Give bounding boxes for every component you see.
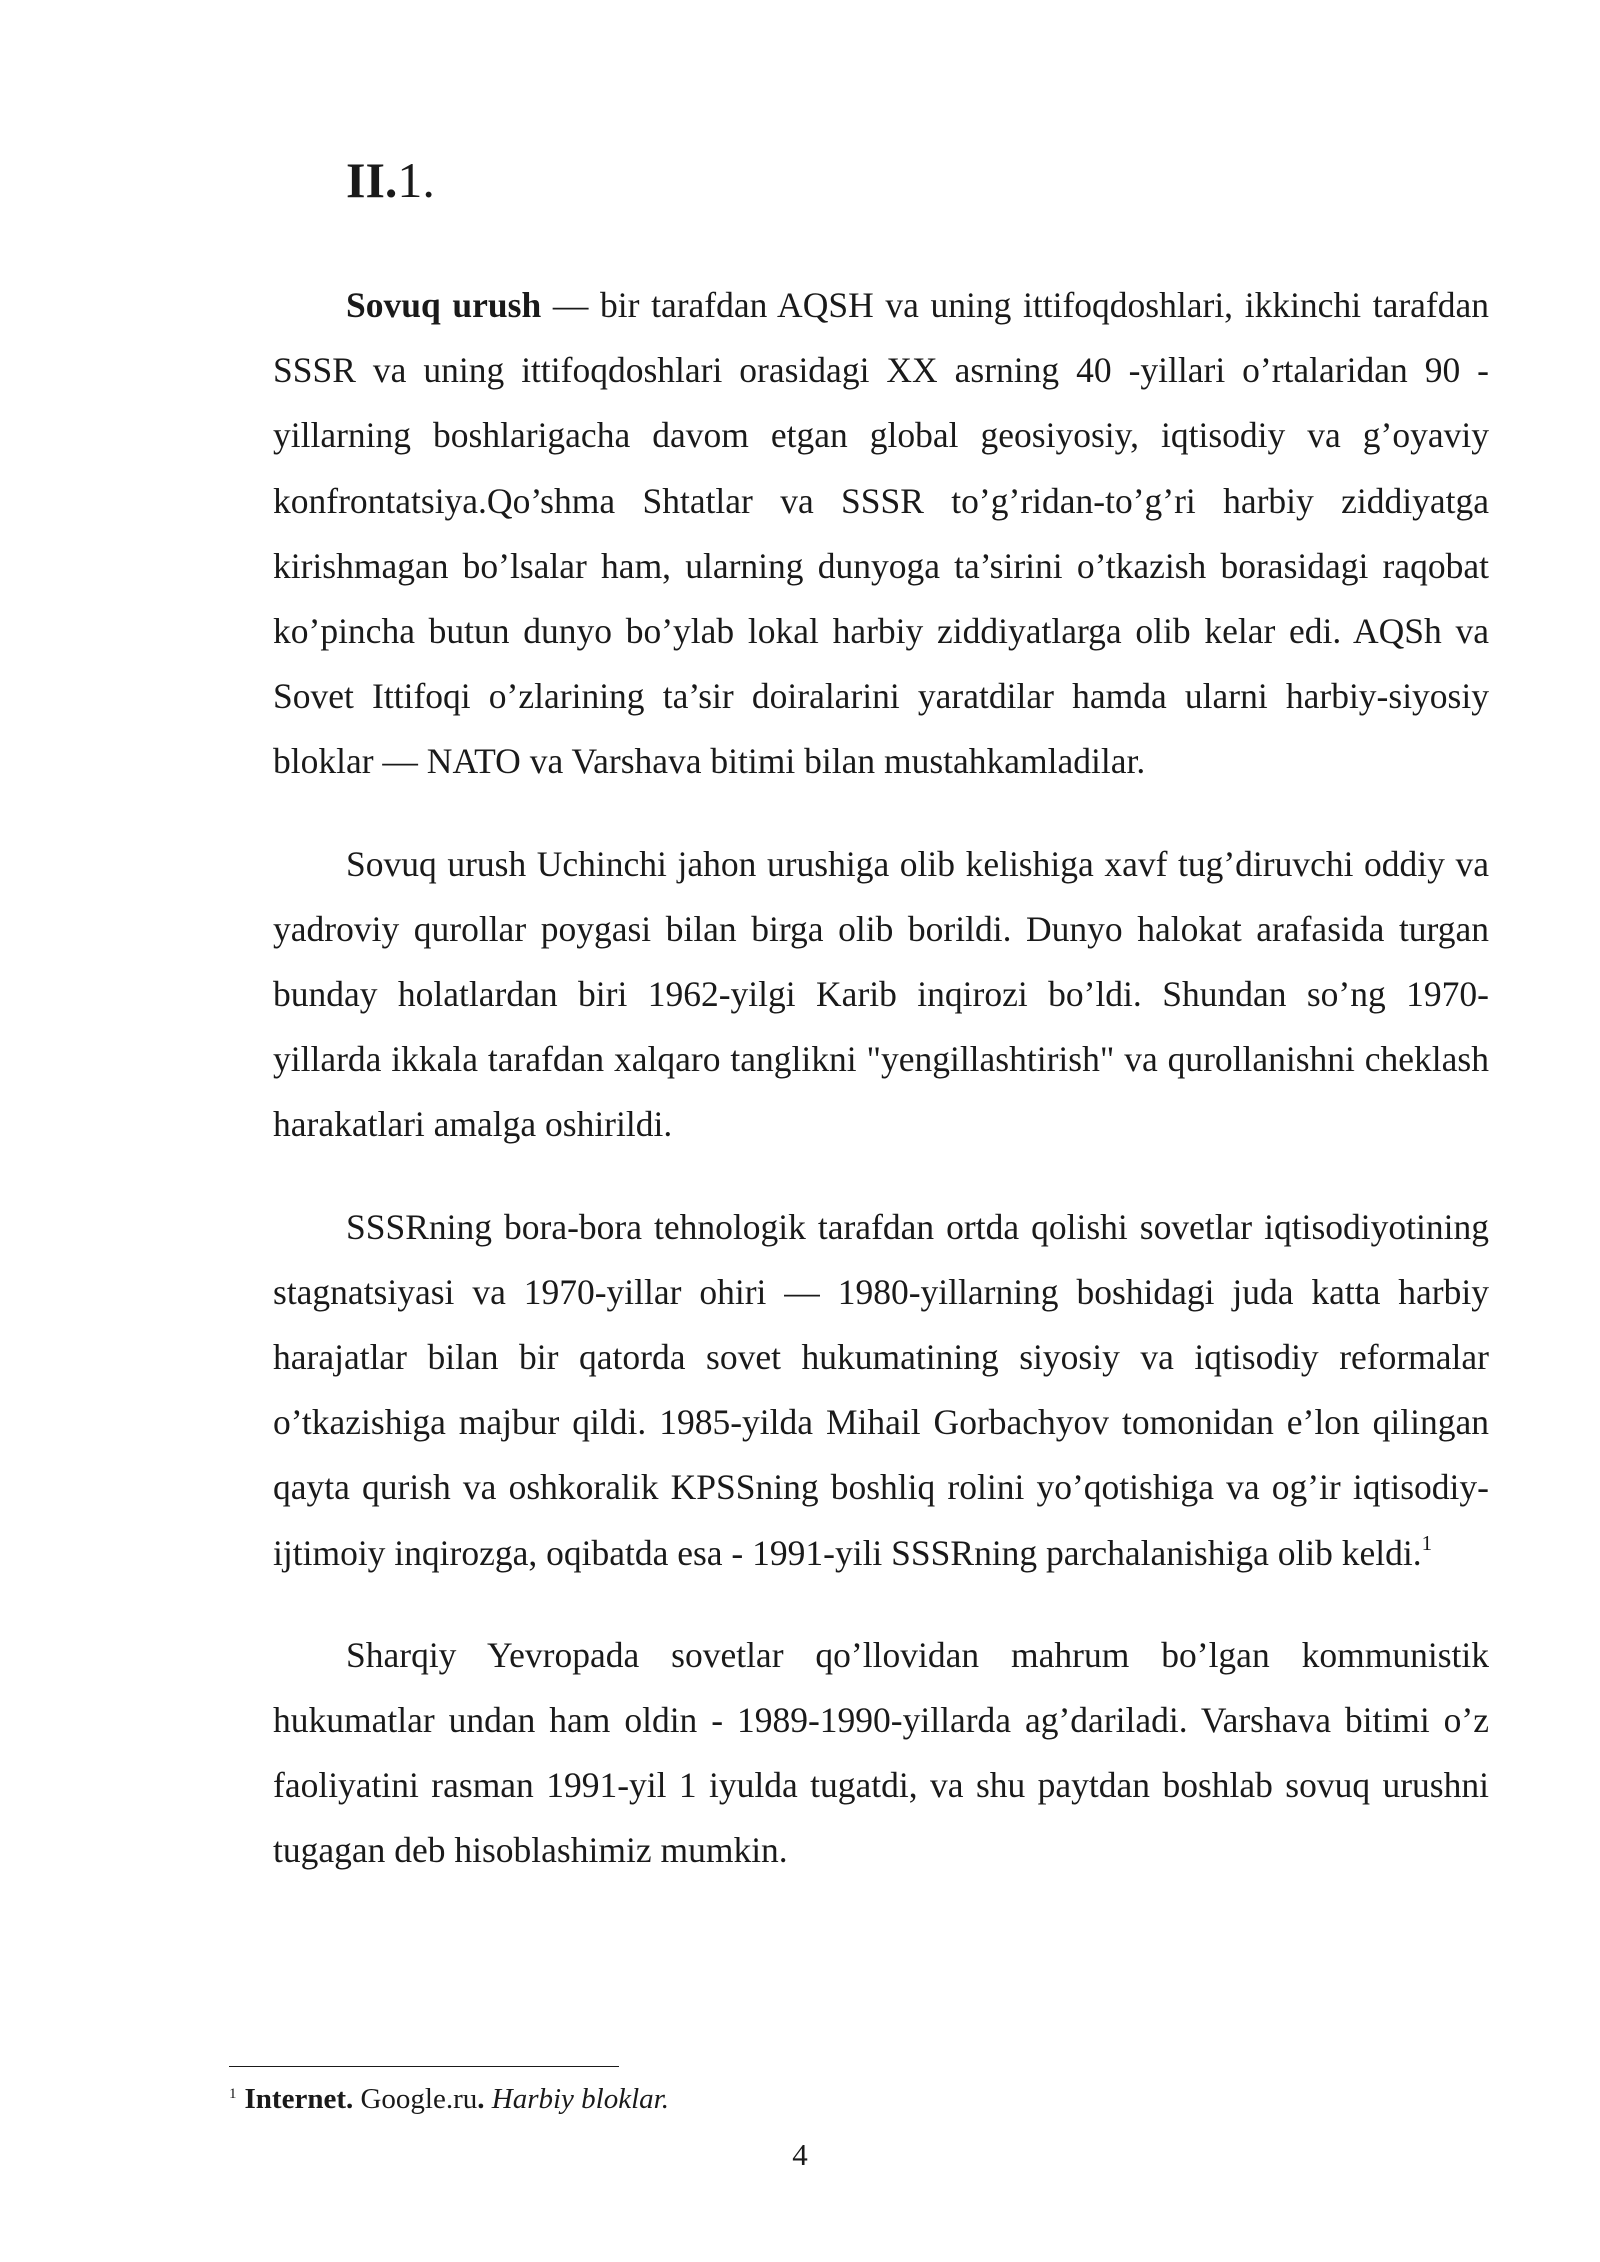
- page-number: 4: [792, 2137, 808, 2172]
- footnote-label: Internet.: [244, 2083, 354, 2115]
- paragraph-1-text: — bir tarafdan AQSH va uning ittifoqdoshlari, ikkinchi tarafdan SSSR va uning ittifoqdoshlari orasidagi XX asrning 40 -yillari o’rtalaridan 90 -yillarning boshlarigacha davom etgan global geosiyosiy, iqtisodiy va g’oyaviy konfrontatsiya.Qo’shma Shtatlar va SSSR to’g’ridan-to’g’ri harbiy ziddiyatga kirishmagan bo’lsalar ham, ularning dunyoga ta’sirini o’tkazish borasidagi raqobat ko’pincha butun dunyo bo’ylab lokal harbiy ziddiyatlarga olib kelar edi. AQSh va Sovet Ittifoqi o’zlarining ta’sir doiralarini yaratdilar hamda ularni harbiy-siyosiy bloklar — NATO va Varshava bitimi bilan mustahkamladilar.: [273, 285, 1489, 782]
- paragraph-4-text: Sharqiy Yevropada sovetlar qo’llovidan mahrum bo’lgan kommunistik hukumatlar undan ham oldin - 1989-1990-yillarda ag’dariladi. Varshava bitimi o’z faoliyatini rasman 1991-yil 1 iyulda tugatdi, va shu paytdan boshlab sovuq urushni tugagan deb hisoblashimiz mumkin.: [273, 1634, 1489, 1871]
- paragraph-4: [273, 1623, 1489, 1884]
- paragraph-3-text: SSSRning bora-bora tehnologik tarafdan ortda qolishi sovetlar iqtisodiyotining stagnatsiyasi va 1970-yillar ohiri — 1980-yillarning boshidagi juda katta harbiy harajatlar bilan bir qatorda sovet hukumatining siyosiy va iqtisodiy reformalar o’tkazishiga majbur qildi. 1985-yilda Mihail Gorbachyov tomonidan e’lon qilingan qayta qurish va oshkoralik KPSSning boshliq rolini yo’qotishiga va og’ir iqtisodiy-ijtimoiy inqirozga, oqibatda esa - 1991-yili SSSRning parchalanishiga olib keldi.: [273, 1206, 1489, 1573]
- section-heading-number: 1.: [397, 152, 435, 208]
- section-heading-bold: II.: [346, 152, 398, 208]
- footnote-separator: [229, 2066, 619, 2067]
- footnote: [229, 2080, 669, 2118]
- paragraph-2-text: Sovuq urush Uchinchi jahon urushiga olib kelishiga xavf tug’diruvchi oddiy va yadroviy qurollar poygasi bilan birga olib borildi. Dunyo halokat arafasida turgan bunday holatlardan biri 1962-yilgi Karib inqirozi bo’ldi. Shundan so’ng 1970-yillarda ikkala tarafdan xalqaro tanglikni "yengillashtirish" va qurollanishni cheklash harakatlari amalga oshirildi.: [273, 843, 1489, 1145]
- footnote-title: Harbiy bloklar.: [484, 2083, 669, 2115]
- section-heading: [346, 150, 435, 210]
- footnote-dot: .: [477, 2083, 485, 2115]
- body-text: [273, 273, 1489, 1884]
- footnote-reference[interactable]: 1: [1421, 1530, 1433, 1555]
- paragraph-2: [273, 832, 1489, 1158]
- term-bold: Sovuq urush: [346, 285, 542, 325]
- paragraph-1: [273, 273, 1489, 795]
- footnote-mark: 1: [229, 2086, 237, 2102]
- paragraph-3: [273, 1195, 1489, 1586]
- footnote-source: Google.ru: [353, 2083, 478, 2115]
